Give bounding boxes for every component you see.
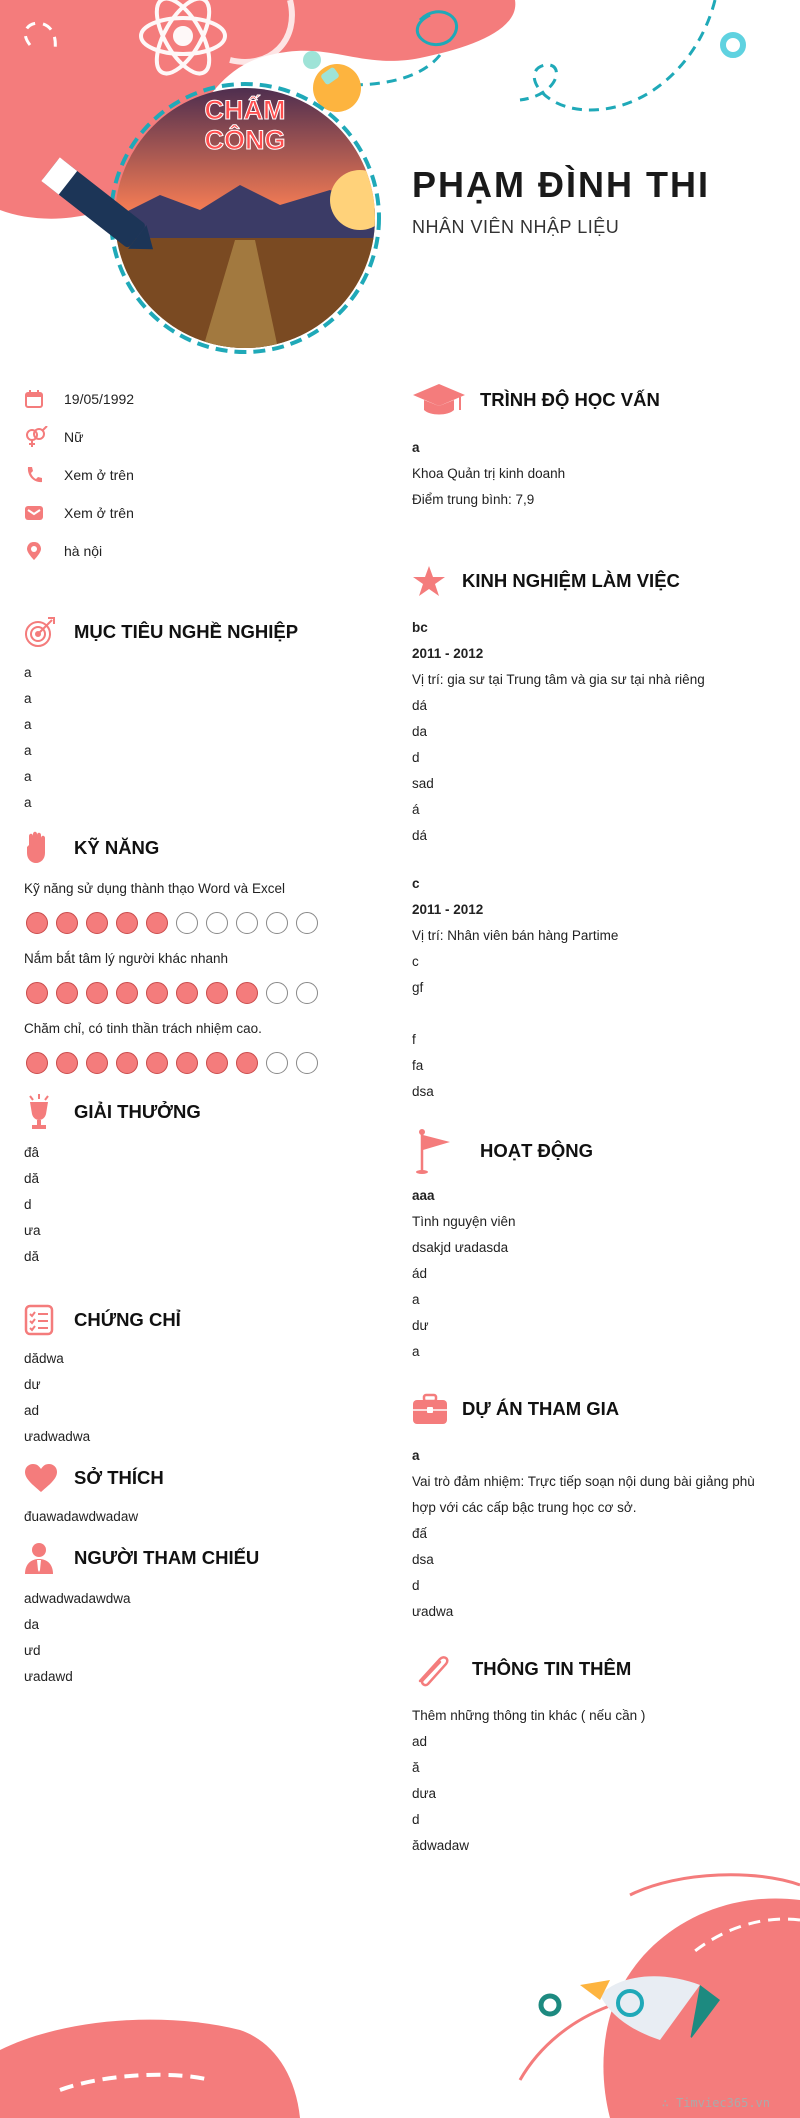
additional-line: dưa (412, 1786, 437, 1801)
activity-line: a (412, 1344, 420, 1359)
rating-dot-empty (266, 982, 288, 1004)
awards-title: GIẢI THƯỞNG (74, 1101, 201, 1122)
gender-value: Nữ (64, 429, 84, 445)
info-birthdate (24, 380, 384, 418)
skills-title: KỸ NĂNG (74, 837, 160, 858)
additional-line: ădwadaw (412, 1838, 470, 1853)
additional-line: Thêm những thông tin khác ( nếu cần ) (412, 1708, 646, 1723)
reference-line: ưadawd (24, 1669, 73, 1684)
project-name: a (412, 1448, 420, 1463)
education-content (412, 435, 782, 513)
reference-line: ưd (24, 1643, 41, 1658)
rating-dot-filled (86, 1052, 108, 1074)
education-title: TRÌNH ĐỘ HỌC VẤN (480, 389, 660, 410)
additional-line: ă (412, 1760, 420, 1775)
info-phone (24, 456, 384, 494)
experience-title: KINH NGHIỆM LÀM VIỆC (462, 570, 680, 591)
skill-label: Nắm bắt tâm lý người khác nhanh (24, 951, 228, 966)
skill-rating (26, 982, 384, 1004)
rating-dot-empty (206, 912, 228, 934)
rating-dot-filled (176, 1052, 198, 1074)
company-name: c (412, 876, 420, 891)
reference-line: adwadwadawdwa (24, 1591, 131, 1606)
job-line: dsa (412, 1084, 434, 1099)
objective-line: a (24, 717, 32, 732)
activity-line: Tình nguyện viên (412, 1214, 516, 1229)
job-line: c (412, 954, 419, 969)
trophy-icon (24, 1094, 74, 1130)
projects-section-header (412, 1385, 782, 1433)
award-line: dă (24, 1249, 40, 1264)
rating-dot-filled (116, 912, 138, 934)
experience-section-header (412, 557, 782, 605)
checklist-icon (24, 1304, 74, 1336)
experience-job-2 (412, 871, 782, 1105)
rating-dot-empty (236, 912, 258, 934)
objective-section-header (24, 608, 384, 656)
hobbies-title: SỞ THÍCH (74, 1467, 164, 1488)
rating-dot-filled (56, 1052, 78, 1074)
info-location (24, 532, 384, 570)
phone-icon (24, 465, 64, 485)
objective-line: a (24, 769, 32, 784)
activity-line: dư (412, 1318, 429, 1333)
job-position: Vị trí: gia sư tại Trung tâm và gia sư tại nhà riêng (412, 672, 705, 687)
additional-line: ad (412, 1734, 428, 1749)
star-icon (412, 565, 462, 597)
hand-icon (24, 831, 74, 865)
rating-dot-filled (26, 912, 48, 934)
job-line: gf (412, 980, 424, 995)
additional-line: d (412, 1812, 420, 1827)
rating-dot-empty (266, 912, 288, 934)
avatar-caption: CHẤM CÔNG (204, 95, 286, 155)
objective-line: a (24, 691, 32, 706)
reference-line: da (24, 1617, 40, 1632)
job-line: sad (412, 776, 434, 791)
activities-content (412, 1183, 782, 1365)
certificate-line: dădwa (24, 1351, 64, 1366)
rating-dot-filled (116, 982, 138, 1004)
left-column (24, 380, 384, 1690)
award-line: đâ (24, 1145, 40, 1160)
rating-dot-empty (296, 912, 318, 934)
rating-dot-filled (146, 1052, 168, 1074)
heart-icon (24, 1463, 74, 1493)
candidate-name: PHẠM ĐÌNH THI (412, 164, 710, 205)
activity-line: a (412, 1292, 420, 1307)
job-line: dá (412, 828, 428, 843)
skill-label: Kỹ năng sử dụng thành thạo Word và Excel (24, 881, 285, 896)
job-line: f (412, 1032, 416, 1047)
project-line: d (412, 1578, 420, 1593)
objective-line: a (24, 665, 32, 680)
project-line: dsa (412, 1552, 434, 1567)
references-title: NGƯỜI THAM CHIẾU (74, 1547, 260, 1568)
skills-list (24, 878, 384, 1074)
info-email (24, 494, 384, 532)
rating-dot-filled (146, 982, 168, 1004)
references-content (24, 1586, 384, 1690)
certificate-line: ad (24, 1403, 40, 1418)
additional-section-header (412, 1645, 782, 1693)
certificate-line: dư (24, 1377, 41, 1392)
education-line: Khoa Quản trị kinh doanh (412, 466, 566, 481)
activity-org: aaa (412, 1188, 435, 1203)
rating-dot-filled (116, 1052, 138, 1074)
person-icon (24, 1542, 74, 1574)
email-value: Xem ở trên (64, 505, 134, 521)
project-line: hợp với các cấp bậc trung học cơ sở. (412, 1500, 637, 1515)
hobbies-content (24, 1504, 384, 1530)
rating-dot-empty (176, 912, 198, 934)
job-period: 2011 - 2012 (412, 902, 484, 917)
activity-line: ád (412, 1266, 428, 1281)
objective-title: MỤC TIÊU NGHỀ NGHIỆP (74, 621, 299, 642)
rating-dot-filled (206, 982, 228, 1004)
skill-label: Chăm chỉ, có tinh thần trách nhiệm cao. (24, 1021, 262, 1036)
rating-dot-filled (86, 982, 108, 1004)
skill-rating (26, 1052, 384, 1074)
phone-value: Xem ở trên (64, 467, 134, 483)
location-icon (24, 541, 64, 561)
email-icon (24, 503, 64, 523)
job-line: dá (412, 698, 428, 713)
activities-title: HOẠT ĐỘNG (480, 1140, 594, 1161)
rating-dot-empty (296, 982, 318, 1004)
right-column (412, 375, 782, 1859)
awards-content (24, 1140, 384, 1270)
job-line: da (412, 724, 428, 739)
rating-dot-filled (236, 982, 258, 1004)
rating-dot-filled (86, 912, 108, 934)
calendar-icon (24, 389, 64, 409)
rating-dot-filled (146, 912, 168, 934)
award-line: d (24, 1197, 32, 1212)
rating-dot-filled (56, 912, 78, 934)
rating-dot-empty (296, 1052, 318, 1074)
paperclip-icon (412, 1651, 472, 1687)
experience-job-1 (412, 615, 782, 849)
location-value: hà nội (64, 543, 103, 559)
rating-dot-filled (26, 982, 48, 1004)
award-line: dă (24, 1171, 40, 1186)
hobby-line: đuawadawdwadaw (24, 1509, 139, 1524)
job-line: á (412, 802, 420, 817)
flag-icon (412, 1128, 480, 1174)
certificates-title: CHỨNG CHỈ (74, 1309, 181, 1330)
rating-dot-empty (266, 1052, 288, 1074)
rating-dot-filled (56, 982, 78, 1004)
job-line: fa (412, 1058, 424, 1073)
skill-rating (26, 912, 384, 934)
graduation-cap-icon (412, 382, 480, 418)
education-line: Điểm trung bình: 7,9 (412, 492, 535, 507)
activities-section-header (412, 1125, 782, 1177)
awards-section-header (24, 1088, 384, 1136)
award-line: ưa (24, 1223, 41, 1238)
certificates-content (24, 1346, 384, 1450)
job-line (412, 1001, 782, 1027)
watermark: ∴ Timviec365.vn (661, 2096, 770, 2110)
skills-section-header (24, 824, 384, 872)
rating-dot-filled (176, 982, 198, 1004)
job-title: NHÂN VIÊN NHẬP LIỆU (412, 217, 620, 237)
project-line: ưadwa (412, 1604, 454, 1619)
info-gender (24, 418, 384, 456)
school-name: a (412, 440, 420, 455)
company-name: bc (412, 620, 428, 635)
target-icon (24, 616, 74, 648)
objective-content (24, 660, 384, 816)
certificates-section-header (24, 1296, 384, 1344)
additional-content (412, 1703, 782, 1859)
additional-title: THÔNG TIN THÊM (472, 1658, 632, 1679)
gender-icon (24, 426, 64, 448)
project-line: đấ (412, 1526, 428, 1541)
job-position: Vị trí: Nhân viên bán hàng Partime (412, 928, 619, 943)
job-period: 2011 - 2012 (412, 646, 484, 661)
education-section-header (412, 375, 782, 425)
job-line: d (412, 750, 420, 765)
rating-dot-filled (236, 1052, 258, 1074)
activity-line: dsakjd ưadasda (412, 1240, 509, 1255)
references-section-header (24, 1534, 384, 1582)
briefcase-icon (412, 1393, 462, 1425)
projects-title: DỰ ÁN THAM GIA (462, 1398, 620, 1419)
rating-dot-filled (206, 1052, 228, 1074)
certificate-line: ưadwadwa (24, 1429, 91, 1444)
objective-line: a (24, 795, 32, 810)
rating-dot-filled (26, 1052, 48, 1074)
objective-line: a (24, 743, 32, 758)
birthdate-value: 19/05/1992 (64, 391, 135, 407)
hobbies-section-header (24, 1454, 384, 1502)
projects-content (412, 1443, 782, 1625)
project-line: Vai trò đảm nhiệm: Trực tiếp soạn nội dung bài giảng phù (412, 1474, 755, 1489)
